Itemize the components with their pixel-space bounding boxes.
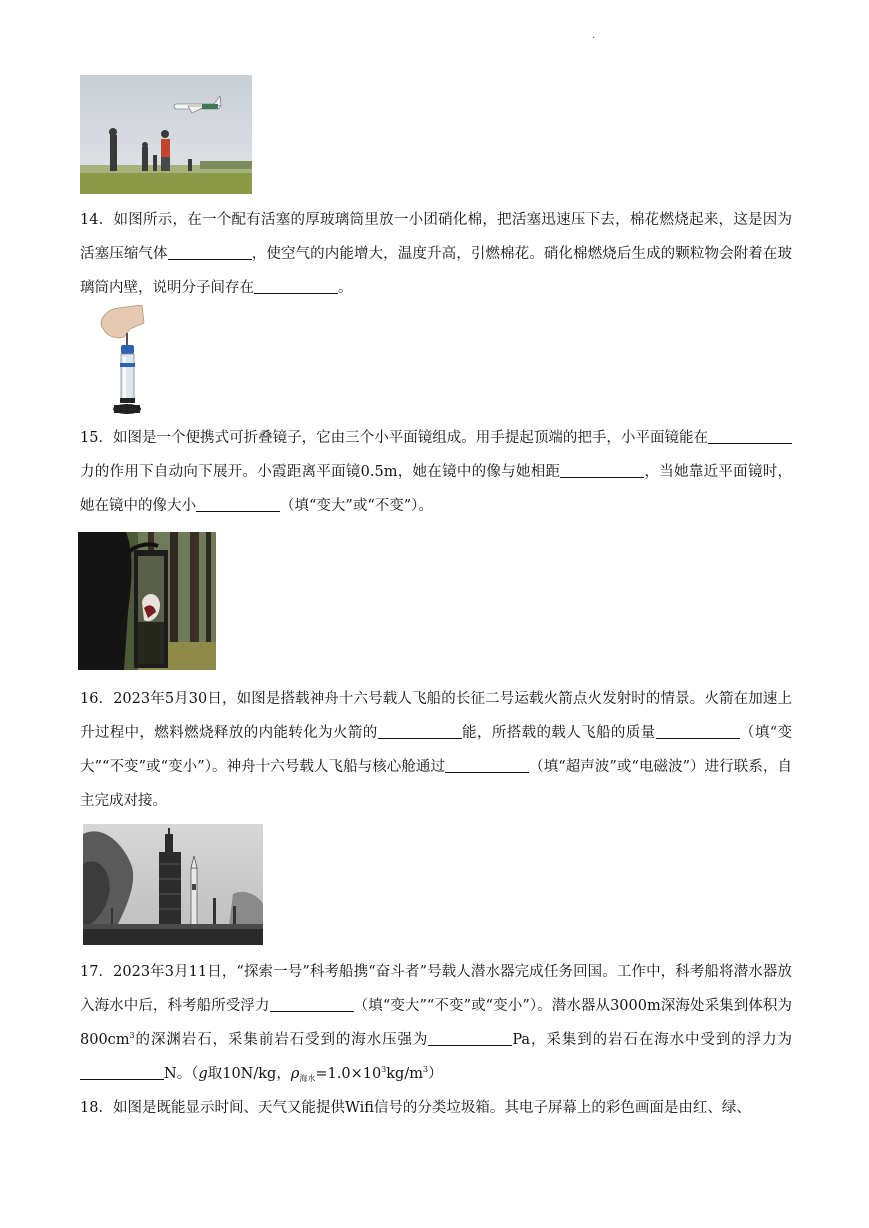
question-16: 16．2023年5月30日，如图是搭载神舟十六号载人飞船的长征二号运载火箭点火发射时的情景。火箭在加速上升过程中，燃料燃烧释放的内能转化为火箭的 能，所搭载的载人飞船的质量 （填“变大”“不变”或“变小”）。神舟十六号载人飞船与核心舱通过 （填“超声波”或“电磁波”）进行联系，自主完成对接。 — [80, 691, 793, 809]
answer-blank[interactable] — [196, 493, 280, 512]
answer-blank[interactable] — [708, 425, 792, 444]
answer-blank[interactable] — [168, 241, 252, 260]
piston-tube-photo — [94, 305, 148, 418]
answer-blank[interactable] — [428, 1027, 512, 1046]
answer-blank[interactable] — [270, 993, 354, 1012]
answer-blank[interactable] — [80, 1061, 164, 1080]
airplane-photo — [80, 75, 252, 194]
folding-mirror-photo — [78, 532, 216, 670]
question-17: 17．2023年3月11日，“探索一号”科考船携“奋斗者”号载人潜水器完成任务回国。工作中，科考船将潜水器放入海水中后，科考船所受浮力 （填“变大”“不变”或“变小”）。潜水器从3000m深海处采集到体积为$800cm^3$的深渊岩石，采集前岩石受到的海水压强为 Pa，采集到的岩石在海水中受到的浮力为N。（g取10N/kg，$\rho_{海水}=1.0\times 10^3kg/m^3$） — [80, 964, 793, 1083]
answer-blank[interactable] — [378, 720, 462, 739]
answer-blank[interactable] — [254, 275, 338, 294]
header-dot: . — [592, 30, 596, 41]
answer-blank[interactable] — [656, 720, 740, 739]
question-18: 18．如图是既能显示时间、天气又能提供Wifi信号的分类垃圾箱。其电子屏幕上的彩色画面是由红、绿、 — [80, 1100, 751, 1116]
question-14: 14．如图所示，在一个配有活塞的厚玻璃筒里放一小团硝化棉，把活塞迅速压下去，棉花燃烧起来，这是因为活塞压缩气体 ，使空气的内能增大，温度升高，引燃棉花。硝化棉燃烧后生成的颗粒物会附着在玻璃筒内壁，说明分子间存在 。 — [80, 212, 793, 296]
answer-blank[interactable] — [560, 459, 644, 478]
question-15: 15．如图是一个便携式可折叠镜子，它由三个小平面镜组成。用手提起顶端的把手，小平面镜能在力的作用下自动向下展开。小霞距离平面镜0.5m，她在镜中的像与她相距 ，当她靠近平面镜时，她在镜中的像大小 （填“变大”或“不变”）。 — [80, 421, 792, 523]
answer-blank[interactable] — [445, 754, 529, 773]
rocket-launch-photo — [83, 824, 263, 945]
